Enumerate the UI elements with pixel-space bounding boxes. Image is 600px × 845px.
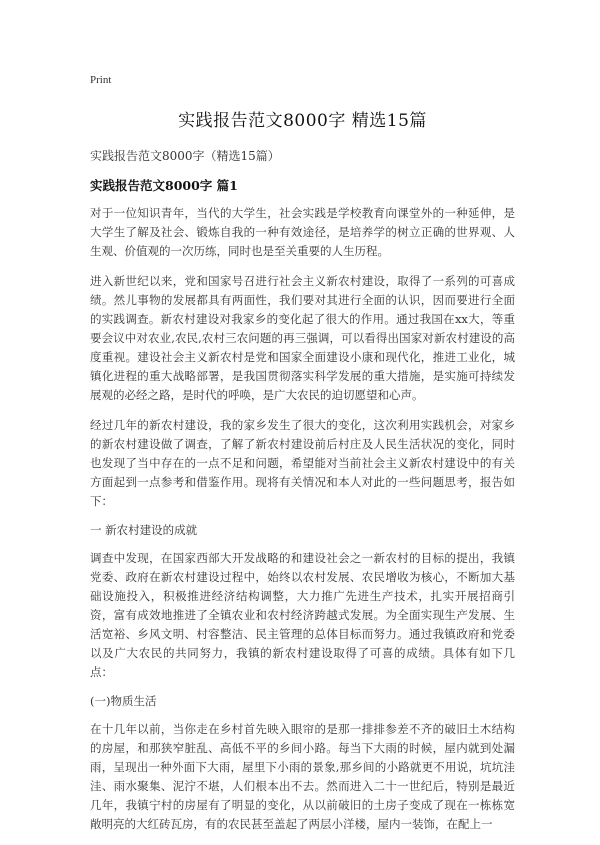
paragraph-background: 进入新世纪以来，党和国家号召进行社会主义新农村建设，取得了一系列的可喜成绩。然儿事物的发展都具有两面性，我们要对其进行全面的认识，因而要进行全面的实践调查。新农村建设对我家乡的变化起了很大的作用。通过我国在xx大，等重要会议中对农业,农民,农村三农问题的再三强调，可以看得出国家对新农村建设的高度重视。建设社会主义新农村是党和国家全面建设小康和现代化，推进工业化，城镇化进程的重大战略部署，是我国贯彻落实科学发展的重大措施，是实施可持续发展观的必经之路，是时代的呼唤，是广大农民的迫切愿望和心声。 [90, 274, 515, 402]
heading-material-life: (一)物质生活 [90, 694, 157, 708]
page-title: 实践报告范文8000字 精选15篇 [178, 111, 427, 131]
paragraph-intro: 对于一位知识青年，当代的大学生，社会实践是学校教育向课堂外的一种延伸，是大学生了解及社会、锻炼自我的一种有效途径，是培养学的树立正确的世界观、人生观、价值观的一次历练，同时也是至关重要的人生历程。 [90, 206, 515, 258]
section-heading: 实践报告范文8000字 篇1 [90, 178, 238, 193]
paragraph-material-life: 在十几年以前，当你走在乡村首先映入眼帘的是那一排排参差不齐的破旧土木结构的房屋，和那狭窄脏乱、高低不平的乡间小路。每当下大雨的时候，屋内就到处漏雨，呈现出一种外面下大雨，屋里下小雨的景象,那乡间的小路就更不用说，坑坑洼洼、雨水聚集、泥泞不堪，人们根本出不去。然而进入二十一世纪后，特别是最近几年，我镇宁村的房屋有了明显的变化，从以前破旧的土房子变成了现在一栋栋宽敞明亮的大红砖瓦房，有的农民甚至盖起了两层小洋楼，屋内一装饰，在配上一 [90, 722, 515, 831]
paragraph-survey: 调查中发现，在国家西部大开发战略的和建设社会之一新农村的目标的提出，我镇党委、政府在新农村建设过程中，始终以农村发展、农民增收为核心，不断加大基础设施投入，积极推进经济结构调整，大力推广先进生产技术，扎实开展招商引资，富有成效地推进了全镇农业和农村经济跨越式发展。为全面实现生产发展、生活宽裕、乡风文明、村容整洁、民主管理的总体目标而努力。通过我镇政府和党委以及广大农民的共同努力，我镇的新农村建设取得了可喜的成绩。具体有如下几点： [90, 551, 515, 679]
heading-achievements: 一 新农村建设的成就 [90, 523, 198, 537]
document-subtitle: 实践报告范文8000字（精选15篇） [90, 149, 280, 163]
print-link[interactable]: Print [90, 74, 112, 86]
document-page [90, 68, 515, 845]
paragraph-purpose: 经过几年的新农村建设，我的家乡发生了很大的变化，这次利用实践机会，对家乡的新农村建设做了调查，了解了新农村建设前后村庄及人民生活状况的变化，同时也发现了当中存在的一点不足和问题，希望能对当前社会主义新农村建设中的有关方面起到一点参考和借鉴作用。现将有关情况和本人对此的一些问题思考，报告如下： [90, 418, 515, 508]
